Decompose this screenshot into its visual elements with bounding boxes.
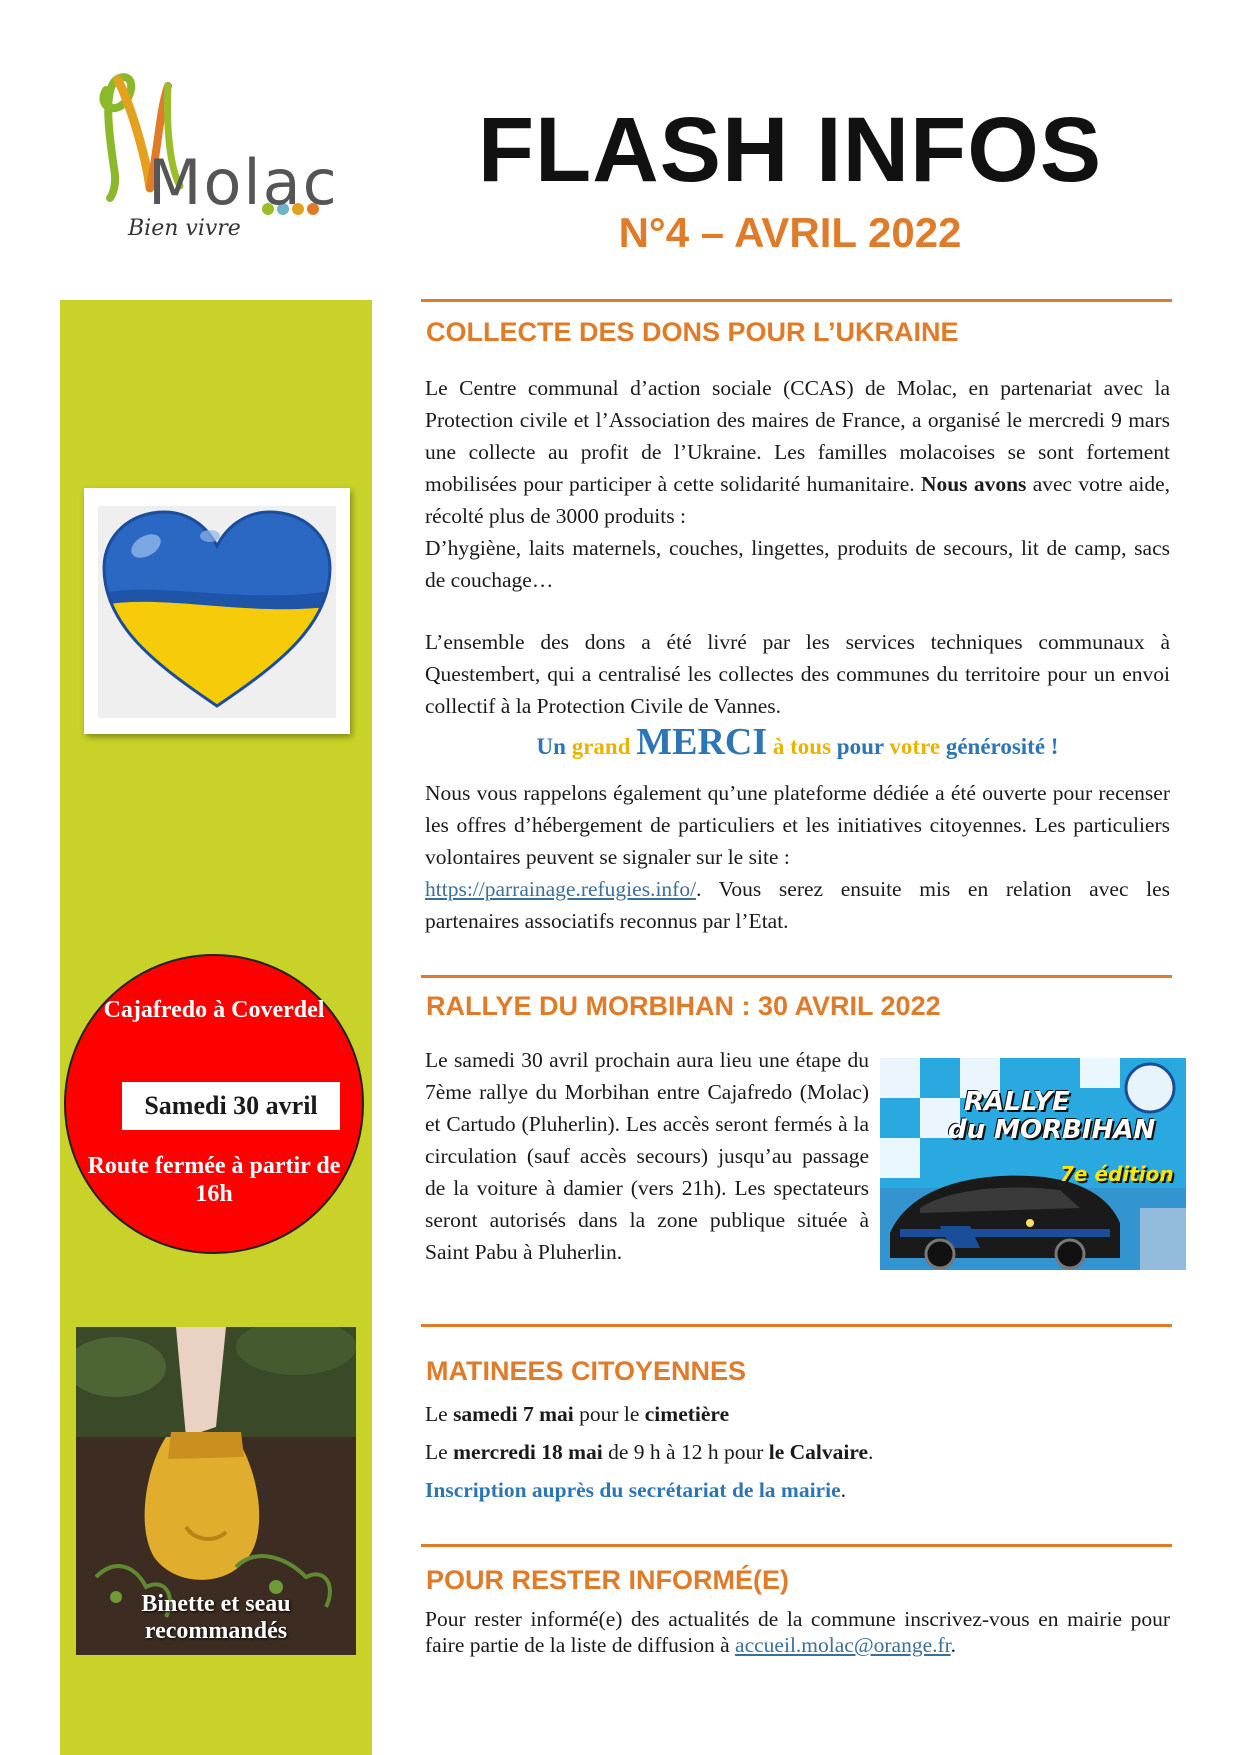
logo-tagline: Bien vivre bbox=[128, 216, 241, 241]
closure-location: Cajafredo à Coverdel bbox=[103, 997, 325, 1023]
section-divider bbox=[421, 1544, 1172, 1547]
ukraine-products-list: D’hygiène, laits maternels, couches, lingettes, produits de secours, lit de camp, sacs de couchage… bbox=[425, 536, 1170, 592]
rallye-heading: RALLYE DU MORBIHAN : 30 AVRIL 2022 bbox=[426, 991, 941, 1021]
section-divider bbox=[421, 1324, 1172, 1327]
refugee-platform-link[interactable]: https://parrainage.refugies.info/ bbox=[425, 877, 697, 901]
merci-word-1: Un bbox=[536, 734, 566, 759]
matinees-line-2: Le mercredi 18 mai de 9 h à 12 h pour le Calvaire. bbox=[425, 1440, 874, 1464]
matinees-date-1: samedi 7 mai bbox=[453, 1402, 574, 1426]
ukraine-heart-card bbox=[84, 488, 350, 734]
matinees-registration: Inscription auprès du secrétariat de la mairie bbox=[425, 1478, 841, 1502]
heart-image bbox=[98, 506, 336, 718]
refugee-platform-text: Nous vous rappelons également qu’une plateforme dédiée a été ouverte pour recenser les offres d’hébergement de particuliers et les initiatives citoyennes. Les particuliers volontaires peuvent se signaler sur le site : bbox=[425, 781, 1170, 869]
rallye-image-title: RALLYE du MORBIHAN bbox=[948, 1087, 1156, 1145]
merci-word-6: votre bbox=[889, 734, 941, 759]
rallye-edition-label: 7e édition bbox=[1060, 1162, 1174, 1186]
matinees-heading: MATINEES CITOYENNES bbox=[426, 1356, 747, 1386]
gardening-caption: Binette et seau recommandés bbox=[141, 1591, 291, 1644]
matinees-line-3: Inscription auprès du secrétariat de la mairie. bbox=[425, 1478, 846, 1502]
matinees-line-1: Le samedi 7 mai pour le cimetière bbox=[425, 1402, 730, 1426]
merci-word-2: grand bbox=[571, 734, 631, 759]
molac-logo bbox=[88, 68, 368, 248]
road-closure-badge bbox=[64, 954, 364, 1254]
rallye-text: Le samedi 30 avril prochain aura lieu une étape du 7ème rallye du Morbihan entre Cajafredo (Molac) et Cartudo (Pluherlin). Les accès seront fermés à la circulation (sauf accès secours) jusqu’au passage de la voiture à damier (vers 21h). Les spectateurs seront autorisés dans la zone publique située à Saint Pabu à Pluherlin. bbox=[425, 1048, 869, 1264]
matinees-place-2: le Calvaire bbox=[768, 1440, 869, 1464]
ukraine-heart-icon bbox=[98, 506, 336, 718]
matinees-date-2: mercredi 18 mai bbox=[453, 1440, 603, 1464]
matinees-place-1: cimetière bbox=[644, 1402, 730, 1426]
gardening-photo bbox=[76, 1327, 356, 1655]
informe-text: Pour rester informé(e) des actualités de la commune inscrivez-vous en mairie pour faire partie de la liste de diffusion à bbox=[425, 1607, 1170, 1657]
logo-wordmark: Molac bbox=[148, 146, 339, 219]
informe-heading: POUR RESTER INFORMÉ(E) bbox=[426, 1565, 790, 1595]
ukraine-paragraph-3 bbox=[425, 777, 1170, 937]
informe-paragraph: Pour rester informé(e) des actualités de la commune inscrivez-vous en mairie pour faire partie de la liste de diffusion à accueil.molac@orange.fr. bbox=[425, 1607, 1170, 1657]
merci-word-4: à tous bbox=[772, 734, 832, 759]
thank-you-line bbox=[425, 722, 1170, 767]
issue-subtitle: N°4 – AVRIL 2022 bbox=[618, 209, 962, 256]
ukraine-paragraph-2 bbox=[425, 626, 1170, 722]
mairie-email-link[interactable]: accueil.molac@orange.fr bbox=[735, 1633, 951, 1657]
rallye-paragraph bbox=[425, 1044, 869, 1268]
closure-date: Samedi 30 avril bbox=[122, 1082, 340, 1130]
refugee-platform-text-after: . Vous serez ensuite mis en relation avec les partenaires associatifs reconnus par l’Etat. bbox=[425, 877, 1170, 933]
rallye-poster-image bbox=[880, 1058, 1186, 1270]
merci-word-3: MERCI bbox=[636, 721, 768, 763]
ukraine-text-bold: Nous avons bbox=[920, 472, 1027, 496]
merci-word-5: pour bbox=[836, 734, 884, 759]
section-divider bbox=[421, 975, 1172, 978]
closure-time: Route fermée à partir de 16h bbox=[87, 1153, 341, 1207]
ukraine-text-2: avec votre aide, récolté plus de 3000 produits : bbox=[425, 472, 1171, 528]
section-divider bbox=[421, 299, 1172, 302]
ukraine-delivery-text: L’ensemble des dons a été livré par les services techniques communaux à Questembert, qui a centralisé les collectes des communes du territoire pour un envoi collectif à la Protection Civile de Vannes. bbox=[425, 630, 1170, 718]
page-title: FLASH INFOS bbox=[477, 99, 1103, 201]
ukraine-text-1: Le Centre communal d’action sociale (CCAS) de Molac, en partenariat avec la Protection civile et l’Association des maires de France, a organisé le mercredi 9 mars une collecte au profit de l’Ukraine. Les familles molacoises se sont fortement mobilisées pour participer à cette solidarité humanitaire. bbox=[425, 376, 1170, 496]
merci-word-7: générosité ! bbox=[945, 734, 1059, 759]
ukraine-heading: COLLECTE DES DONS POUR L’UKRAINE bbox=[426, 317, 959, 347]
ukraine-paragraph-1 bbox=[425, 372, 1170, 596]
